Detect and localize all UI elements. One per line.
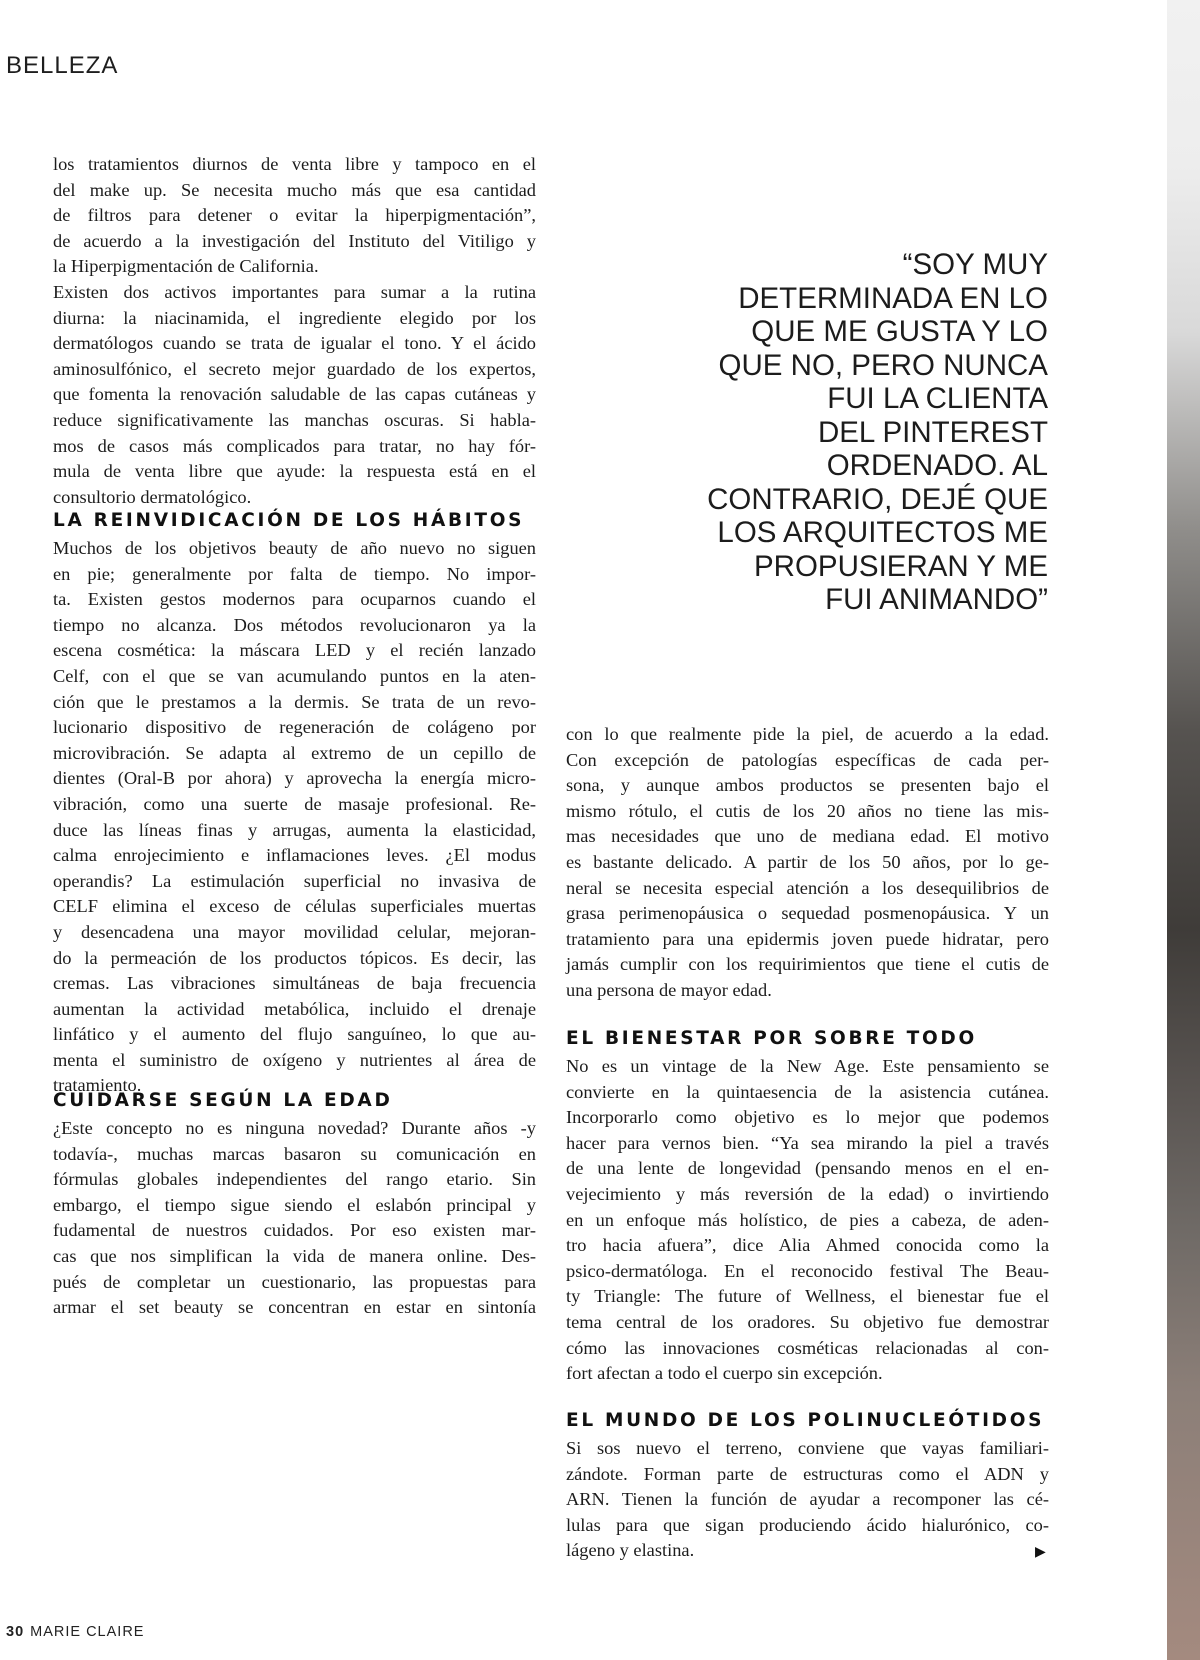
- pull-quote-line: FUI ANIMANDO”: [825, 583, 1048, 616]
- text-line: aumentan la actividad metabólica, incluido el drenaje: [53, 998, 536, 1019]
- text-line: y desencadena una mayor movilidad celular, mejoran-: [53, 921, 536, 942]
- text-line: Si sos nuevo el terreno, conviene que vayas familiari-: [566, 1438, 1049, 1458]
- text-line: reduce significativamente las manchas oscuras. Si habla-: [53, 409, 536, 430]
- text-line: todavía-, muchas marcas basaron su comunicación en: [53, 1143, 536, 1164]
- text-line: dientes (Oral-B por ahora) y aprovecha la energía micro-: [53, 768, 536, 789]
- edad-paragraph: [53, 1116, 536, 1321]
- pull-quote-line: “SOY MUY: [902, 248, 1048, 281]
- heading-habitos: LA REINVIDICACIÓN DE LOS HÁBITOS: [53, 510, 525, 531]
- text-line: grasa perimenopáusica o sequedad posmenopáusica. Y un: [566, 903, 1049, 924]
- text-line: tema central de los oradores. Su objetivo fue demostrar: [566, 1311, 1049, 1332]
- end-of-article-arrow-icon: ▶: [1035, 1544, 1046, 1560]
- text-line: con lo que realmente pide la piel, de acuerdo a la edad.: [566, 724, 1049, 744]
- text-line: tratamiento.: [53, 1075, 142, 1096]
- pull-quote-line: LOS ARQUITECTOS ME: [717, 516, 1048, 549]
- pull-quote-line: CONTRARIO, DEJÉ QUE: [707, 482, 1048, 516]
- text-line: Celf, con el que se van acumulando puntos en la aten-: [53, 665, 536, 686]
- text-line: mula de venta libre que ayude: la respuesta está en el: [53, 461, 536, 482]
- text-line: dermatólogos cuando se trata de igualar el tono. Y el ácido: [53, 333, 536, 354]
- page-number: 30: [6, 1624, 25, 1640]
- text-line: diurna: la niacinamida, el ingrediente elegido por los: [53, 307, 536, 328]
- heading-polinucleotidos: EL MUNDO DE LOS POLINUCLEÓTIDOS: [566, 1410, 1045, 1431]
- pull-quote-line: ORDENADO. AL: [826, 449, 1048, 482]
- text-line: neral se necesita especial atención a los desequilibrios de: [566, 877, 1049, 898]
- text-line: lucionario dispositivo de regeneración de colágeno por: [53, 717, 536, 738]
- text-line: hacer para vernos bien. “Ya sea mirando la piel a través: [566, 1132, 1049, 1153]
- text-line: psico-dermatóloga. En el reconocido festival The Beau-: [566, 1260, 1049, 1281]
- text-line: calma enrojecimiento e inflamaciones leves. ¿El modus: [53, 845, 536, 866]
- pull-quote: [700, 248, 1048, 617]
- text-line: Con excepción de patologías específicas de cada per-: [566, 749, 1049, 770]
- section-label: BELLEZA: [6, 52, 119, 79]
- text-line: vejecimiento y más reversión de la edad) o invirtiendo: [566, 1183, 1049, 1204]
- text-line: duce las líneas finas y arrugas, aumenta la elasticidad,: [53, 819, 536, 840]
- text-line: sona, y aunque ambos productos se presenten bajo el: [566, 775, 1049, 796]
- habitos-paragraph: [53, 536, 536, 1099]
- text-line: zándote. Forman parte de estructuras como el ADN y: [566, 1463, 1049, 1484]
- text-line: tratamiento para una epidermis joven puede hidratar, pero: [566, 928, 1049, 949]
- pull-quote-line: PROPUSIERAN Y ME: [754, 549, 1048, 583]
- text-line: cremas. Las vibraciones simultáneas de baja frecuencia: [53, 973, 536, 994]
- intro-paragraph: [53, 152, 536, 510]
- text-line: embargo, el tiempo sigue siendo el eslabón principal y: [53, 1194, 536, 1215]
- text-line: en un enfoque más holístico, de pies a cabeza, de aden-: [566, 1209, 1049, 1230]
- text-line: mismo rótulo, el cutis de los 20 años no tiene las mis-: [566, 800, 1049, 821]
- magazine-name: MARIE CLAIRE: [30, 1624, 145, 1640]
- text-line: convierte en la quintaesencia de la asistencia cutánea.: [566, 1081, 1049, 1102]
- text-line: fudamental de nuestros cuidados. Por eso existen mar-: [53, 1220, 536, 1241]
- text-line: vibración, como una suerte de masaje profesional. Re-: [53, 793, 536, 814]
- text-line: cas que nos simplifican la vida de manera online. Des-: [53, 1245, 536, 1266]
- pull-quote-line: DETERMINADA EN LO: [738, 281, 1048, 315]
- text-line: de filtros para detener o evitar la hiperpigmentación”,: [53, 205, 536, 226]
- polinucleotidos-paragraph: [566, 1436, 1049, 1564]
- text-line: ty Triangle: The future of Wellness, el bienestar fue el: [566, 1286, 1049, 1307]
- text-line: que fomenta la renovación saludable de las capas cutáneas y: [53, 384, 536, 405]
- text-line: ARN. Tienen la función de ayudar a recomponer las cé-: [566, 1489, 1049, 1510]
- text-line: lágeno y elastina.: [566, 1540, 695, 1561]
- text-line: mas necesidades que uno de mediana edad. El motivo: [566, 826, 1049, 847]
- text-line: Muchos de los objetivos beauty de año nuevo no siguen: [53, 538, 536, 558]
- text-line: fórmulas globales independientes del rango etario. Sin: [53, 1169, 536, 1190]
- text-line: lulas para que sigan produciendo ácido hialurónico, co-: [566, 1514, 1049, 1535]
- text-line: menta el suministro de oxígeno y nutrientes al área de: [53, 1049, 536, 1070]
- edad-continued-paragraph: [566, 722, 1049, 1004]
- text-line: operandis? La estimulación superficial no invasiva de: [53, 870, 536, 891]
- page-footer: [6, 1624, 144, 1640]
- adjacent-page-photo-edge: [1167, 0, 1200, 1660]
- text-line: cómo las innovaciones cosméticas relacionadas al con-: [566, 1337, 1049, 1358]
- text-line: Incorporarlo como objetivo es lo mejor que podemos: [566, 1107, 1049, 1128]
- text-line: ¿Este concepto no es ninguna novedad? Durante años -y: [53, 1118, 536, 1138]
- text-line: de una lente de longevidad (pensando menos en el en-: [566, 1158, 1049, 1179]
- text-line: CELF elimina el exceso de células superficiales muertas: [53, 896, 536, 917]
- text-line: No es un vintage de la New Age. Este pensamiento se: [566, 1056, 1049, 1076]
- pull-quote-line: FUI LA CLIENTA: [827, 382, 1048, 415]
- text-line: es bastante delicado. A partir de los 50 años, por lo ge-: [566, 851, 1049, 872]
- text-line: la Hiperpigmentación de California.: [53, 256, 319, 277]
- text-line: linfático y el aumento del flujo sanguíneo, lo que au-: [53, 1024, 536, 1045]
- text-line: do la permeación de los productos tópicos. Es decir, las: [53, 947, 536, 968]
- text-line: microvibración. Se adapta al extremo de un cepillo de: [53, 742, 536, 763]
- text-line: aminosulfónico, el secreto mejor guardado de los expertos,: [53, 358, 536, 379]
- text-line: tiempo no alcanza. Dos métodos revolucionaron ya la: [53, 614, 536, 635]
- heading-edad: CUIDARSE SEGÚN LA EDAD: [53, 1090, 393, 1111]
- bienestar-paragraph: [566, 1054, 1049, 1387]
- text-line: escena cosmética: la máscara LED y el recién lanzado: [53, 640, 536, 661]
- text-line: ción que le prestamos a la dermis. Se trata de un revo-: [53, 691, 536, 712]
- text-line: Existen dos activos importantes para sumar a la rutina: [53, 281, 536, 302]
- pull-quote-line: DEL PINTEREST: [817, 415, 1048, 449]
- text-line: en pie; generalmente por falta de tiempo. No impor-: [53, 563, 536, 584]
- text-line: pués de completar un cuestionario, las propuestas para: [53, 1271, 536, 1292]
- pull-quote-line: QUE ME GUSTA Y LO: [751, 315, 1048, 348]
- text-line: consultorio dermatológico.: [53, 486, 252, 507]
- text-line: fort afectan a todo el cuerpo sin excepción.: [566, 1363, 883, 1384]
- text-line: los tratamientos diurnos de venta libre y tampoco en el: [53, 154, 536, 174]
- text-line: mos de casos más complicados para tratar, no hay fór-: [53, 435, 536, 456]
- text-line: armar el set beauty se concentran en estar en sintonía: [53, 1297, 536, 1318]
- text-line: del make up. Se necesita mucho más que esa cantidad: [53, 179, 536, 200]
- text-line: tro hacia afuera”, dice Alia Ahmed conocida como la: [566, 1235, 1049, 1256]
- text-line: ta. Existen gestos modernos para ocuparnos cuando el: [53, 589, 536, 610]
- heading-bienestar: EL BIENESTAR POR SOBRE TODO: [566, 1028, 977, 1049]
- text-line: de acuerdo a la investigación del Instituto del Vitiligo y: [53, 230, 536, 251]
- pull-quote-line: QUE NO, PERO NUNCA: [718, 348, 1048, 382]
- text-line: jamás cumplir con los requirimientos que tiene el cutis de: [566, 954, 1049, 975]
- text-line: una persona de mayor edad.: [566, 979, 772, 1000]
